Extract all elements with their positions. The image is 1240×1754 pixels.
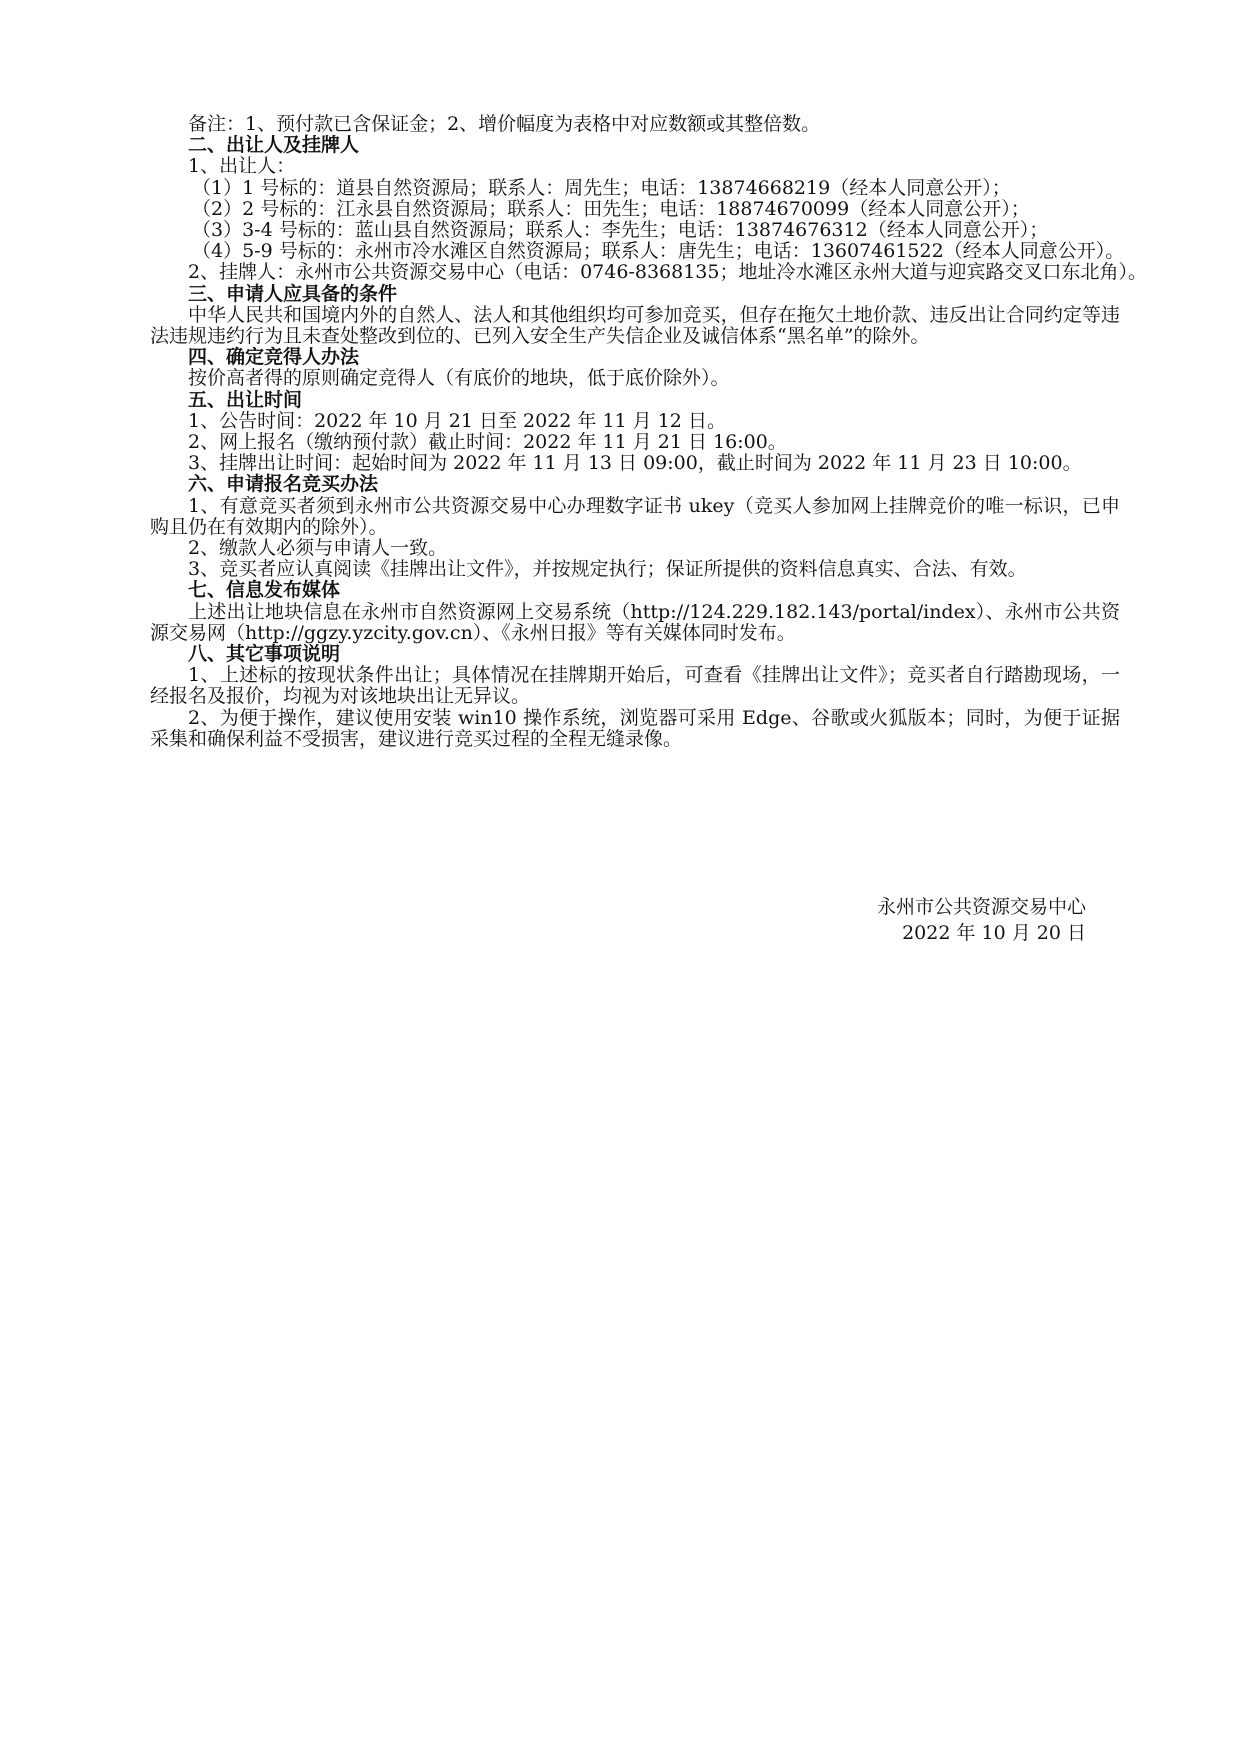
section-heading-eligibility: 三、申请人应具备的条件 — [188, 282, 398, 305]
section-heading-media: 七、信息发布媒体 — [188, 579, 341, 602]
schedule-announcement: 1、公告时间：2022 年 10 月 21 日至 2022 年 11 月 12 日。 — [188, 409, 726, 432]
winner-method-text: 按价高者得的原则确定竞得人（有底价的地块，低于底价除外）。 — [188, 367, 730, 390]
transferor-item-2: （2）2 号标的：江永县自然资源局；联系人：田先生；电话：18874670099（经本人同意公开）； — [192, 197, 1030, 220]
signature-date: 2022 年 10 月 20 日 — [902, 922, 1086, 944]
schedule-listing-period: 3、挂牌出让时间：起始时间为 2022 年 11 月 13 日 09:00，截止时间为 2022 年 11 月 23 日 10:00。 — [188, 452, 1082, 475]
transferor-item-3: （3）3-4 号标的：蓝山县自然资源局；联系人：李先生；电话：13874676312（经本人同意公开）； — [192, 219, 1049, 242]
document-body — [150, 113, 1147, 750]
signature-organization: 永州市公共资源交易中心 — [876, 896, 1086, 918]
application-step-3: 3、竞买者应认真阅读《挂牌出让文件》，并按规定执行；保证所提供的资料信息真实、合法、有效。 — [188, 558, 1027, 581]
transferor-item-4: （4）5-9 号标的：永州市冷水滩区自然资源局；联系人：唐先生；电话：13607461522（经本人同意公开）。 — [192, 240, 1125, 263]
signature-block — [766, 894, 1086, 946]
transferor-label: 1、出让人： — [188, 155, 296, 178]
section-heading-application: 六、申请报名竞买办法 — [188, 473, 379, 496]
other-note-1: 1、上述标的按现状条件出让；具体情况在挂牌期开始后，可查看《挂牌出让文件》；竞买者自行踏勘现场，一经报名及报价，均视为对该地块出让无异议。 — [150, 664, 1120, 708]
other-note-2: 2、为便于操作，建议使用安装 win10 操作系统，浏览器可采用 Edge、谷歌或火狐版本；同时，为便于证据采集和确保利益不受损害，建议进行竞买过程的全程无缝录像。 — [150, 706, 1120, 750]
schedule-registration-deadline: 2、网上报名（缴纳预付款）截止时间：2022 年 11 月 21 日 16:00。 — [188, 431, 787, 454]
application-step-2: 2、缴款人必须与申请人一致。 — [188, 537, 448, 560]
section-heading-other: 八、其它事项说明 — [188, 643, 341, 666]
eligibility-text: 中华人民共和国境内外的自然人、法人和其他组织均可参加竞买，但存在拖欠土地价款、违反出让合同约定等违法违规违约行为且未查处整改到位的、已列入安全生产失信企业及诚信体系“黑名单”的除外。 — [150, 303, 1120, 348]
section-heading-schedule: 五、出让时间 — [188, 388, 303, 411]
remarks-note: 备注：1、预付款已含保证金；2、增价幅度为表格中对应数额或其整倍数。 — [188, 113, 821, 135]
application-step-1: 1、有意竞买者须到永州市公共资源交易中心办理数字证书 ukey（竞买人参加网上挂牌竞价的唯一标识，已申购且仍在有效期内的除外）。 — [150, 494, 1120, 538]
section-heading-winner-method: 四、确定竞得人办法 — [188, 346, 360, 369]
listing-party: 2、挂牌人：永州市公共资源交易中心（电话：0746-8368135；地址冷水滩区永州大道与迎宾路交叉口东北角）。 — [188, 261, 1147, 284]
section-heading-transferor: 二、出让人及挂牌人 — [188, 134, 360, 157]
transferor-item-1: （1）1 号标的：道县自然资源局；联系人：周先生；电话：13874668219（经本人同意公开）； — [192, 176, 1011, 199]
media-text: 上述出让地块信息在永州市自然资源网上交易系统（http://124.229.182.143/portal/index）、永州市公共资源交易网（http://ggzy.yzcity.gov.cn）、《永州日报》等有关媒体同时发布。 — [150, 600, 1120, 644]
